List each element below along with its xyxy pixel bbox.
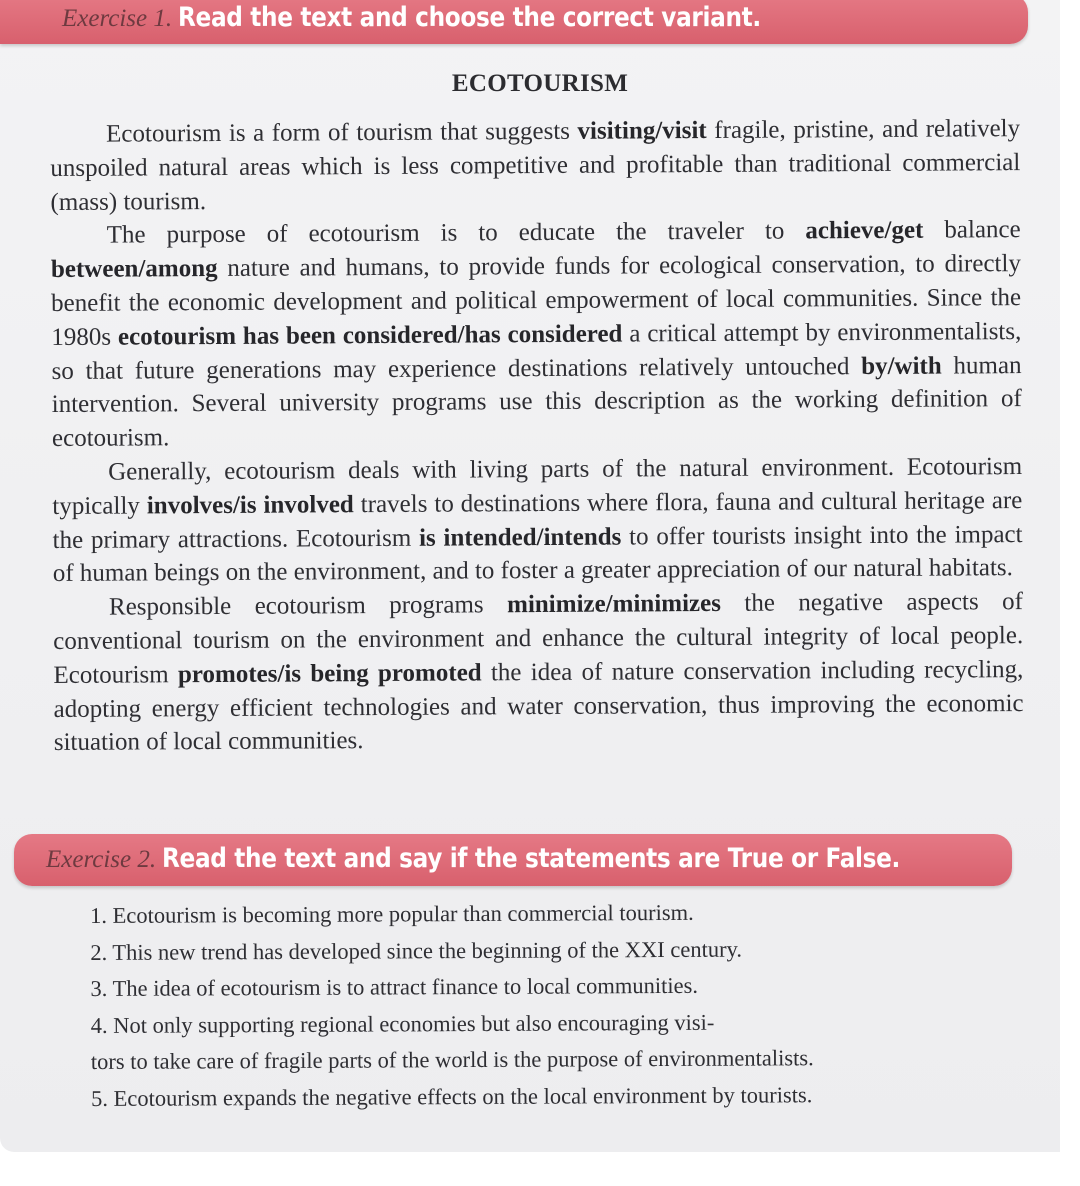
statement-4: 4. Not only supporting regional economies but also encouraging visi- [90, 1009, 715, 1038]
statement-5: 5. Ecotourism expands the negative effects on the local environment by tourists. [90, 1081, 813, 1111]
statement-1: 1. Ecotourism is becoming more popular than commercial tourism. [90, 899, 694, 928]
exercise-1-instruction: Read the text and choose the correct variant. [178, 2, 762, 33]
paragraph-2: The purpose of ecotourism is to educate the traveler to achieve/get balance between/among nature and humans, to provide funds for ecological conservation, to directly benefit the economic development and political empowerment of local communities. Since the 1980s ecotourism has been considered/has considered a critical attempt by environmentalists, so that future generations may experience destinations relatively untouched by/with human intervention. Several university programs use this description as the working definition of ecotourism. [50, 216, 1022, 453]
choice: promotes/is being promoted [177, 659, 482, 688]
choice: achieve/get [805, 217, 924, 245]
statement-4-continued: tors to take care of fragile parts of the world is the purpose of environmentalists. [90, 1045, 814, 1074]
reading-text [50, 112, 1024, 760]
choice: is intended/intends [418, 523, 622, 552]
exercise-1-label: Exercise 1. [62, 5, 173, 32]
choice: by/with [861, 352, 942, 380]
paragraph-3: Generally, ecotourism deals with living parts of the natural environment. Ecotourism typically involves/is involved travels to destinations where flora, fauna and cultural heritage are the primary attractions. Ecotourism is intended/intends to offer tourists insight into the impact of human beings on the environment, and to foster a greater appreciation of our natural habitats. [52, 453, 1023, 588]
exercise-2-banner [14, 834, 1012, 886]
paragraph-1: Ecotourism is a form of tourism that suggests visiting/visit fragile, pristine, and relatively unspoiled natural areas which is less competitive and profitable than traditional commercial (mass) tourism. [50, 115, 1021, 216]
paragraph-4: Responsible ecotourism programs minimize/minimizes the negative aspects of conventional tourism on the environment and enhance the cultural integrity of local people. Ecotourism promotes/is being promoted the idea of nature conservation including recycling, adopting energy efficient technologies and water conservation, thus improving the economic situation of local communities. [53, 588, 1024, 757]
statement-3: 3. The idea of ecotourism is to attract finance to local communities. [90, 972, 699, 1001]
text-title: ECOTOURISM [451, 70, 629, 97]
exercise-2-label: Exercise 2. [46, 846, 157, 873]
choice: involves/is involved [146, 490, 354, 520]
exercise-1-banner [0, 0, 1028, 44]
choice: between/among [50, 255, 218, 284]
statement-2: 2. This new trend has developed since the beginning of the XXI century. [90, 936, 743, 965]
choice: minimize/minimizes [506, 590, 721, 619]
exercise-2-instruction: Read the text and say if the statements are True or False. [162, 843, 901, 874]
statements-list [90, 893, 951, 1116]
choice: visiting/visit [577, 116, 707, 145]
choice: ecotourism has been considered/has considered [117, 320, 623, 351]
